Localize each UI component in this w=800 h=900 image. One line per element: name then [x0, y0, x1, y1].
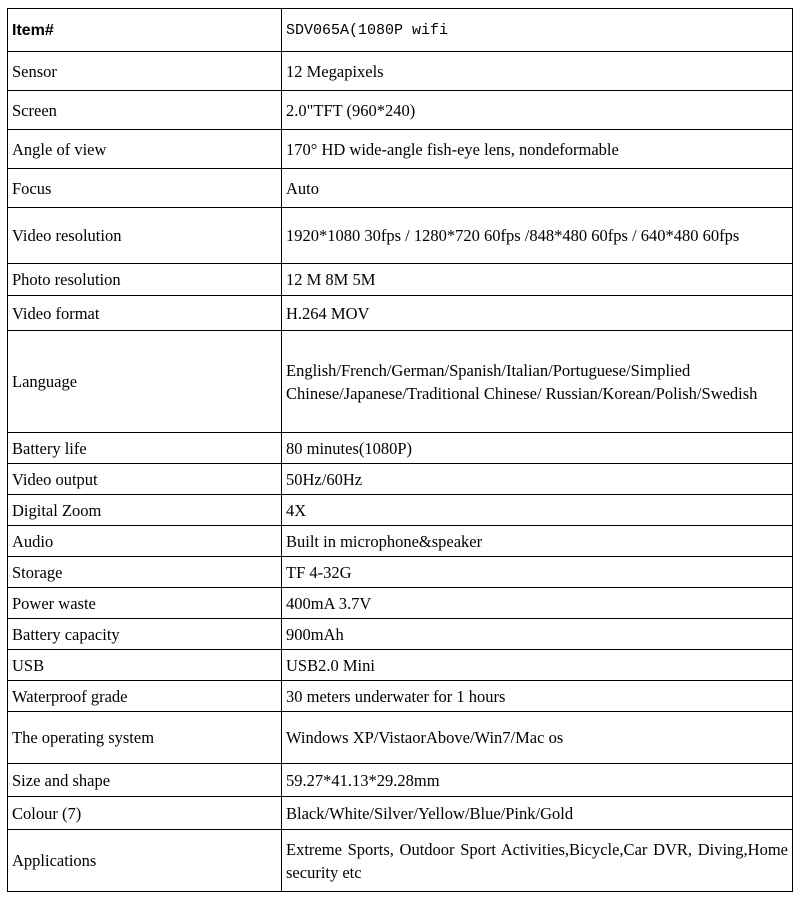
table-row — [8, 526, 793, 557]
spec-label: Sensor — [8, 52, 282, 91]
spec-label: Applications — [8, 830, 282, 892]
table-row — [8, 764, 793, 797]
table-row — [8, 619, 793, 650]
spec-value: 4X — [282, 495, 793, 526]
table-row-item — [8, 9, 793, 52]
table-row — [8, 650, 793, 681]
table-row — [8, 52, 793, 91]
spec-label: Storage — [8, 557, 282, 588]
spec-value: Built in microphone&speaker — [282, 526, 793, 557]
spec-label: Angle of view — [8, 130, 282, 169]
spec-value: 170° HD wide-angle fish-eye lens, nondeformable — [282, 130, 793, 169]
spec-table — [7, 8, 793, 892]
spec-value: USB2.0 Mini — [282, 650, 793, 681]
spec-value: English/French/German/Spanish/Italian/Portuguese/Simplied Chinese/Japanese/Traditional Chinese/ Russian/Korean/Polish/Swedish — [282, 331, 793, 433]
spec-sheet — [7, 8, 793, 892]
spec-value: TF 4-32G — [282, 557, 793, 588]
spec-label: Waterproof grade — [8, 681, 282, 712]
table-row — [8, 130, 793, 169]
spec-label: Battery capacity — [8, 619, 282, 650]
spec-value: Auto — [282, 169, 793, 208]
spec-value: 80 minutes(1080P) — [282, 433, 793, 464]
spec-label: Focus — [8, 169, 282, 208]
spec-value: Black/White/Silver/Yellow/Blue/Pink/Gold — [282, 797, 793, 830]
table-row — [8, 588, 793, 619]
spec-label: Power waste — [8, 588, 282, 619]
spec-label: Screen — [8, 91, 282, 130]
table-row — [8, 208, 793, 264]
spec-value: 2.0"TFT (960*240) — [282, 91, 793, 130]
table-row — [8, 296, 793, 331]
table-row — [8, 495, 793, 526]
spec-value: 400mA 3.7V — [282, 588, 793, 619]
table-row — [8, 331, 793, 433]
table-row — [8, 264, 793, 296]
table-row — [8, 464, 793, 495]
spec-label: Digital Zoom — [8, 495, 282, 526]
spec-value: Extreme Sports, Outdoor Sport Activities,Bicycle,Car DVR, Diving,Home security etc — [282, 830, 793, 892]
table-row — [8, 91, 793, 130]
table-row — [8, 712, 793, 764]
spec-label: Language — [8, 331, 282, 433]
spec-value: 900mAh — [282, 619, 793, 650]
spec-value: 1920*1080 30fps / 1280*720 60fps /848*480 60fps / 640*480 60fps — [282, 208, 793, 264]
spec-value: 30 meters underwater for 1 hours — [282, 681, 793, 712]
spec-value: 50Hz/60Hz — [282, 464, 793, 495]
spec-value: H.264 MOV — [282, 296, 793, 331]
spec-value: Windows XP/VistaorAbove/Win7/Mac os — [282, 712, 793, 764]
spec-label: The operating system — [8, 712, 282, 764]
table-row — [8, 433, 793, 464]
spec-label: USB — [8, 650, 282, 681]
spec-value: 59.27*41.13*29.28mm — [282, 764, 793, 797]
item-header-label: Item# — [8, 9, 282, 52]
item-header-value: SDV065A(1080P wifi — [282, 9, 793, 52]
spec-label: Photo resolution — [8, 264, 282, 296]
spec-label: Battery life — [8, 433, 282, 464]
spec-label: Audio — [8, 526, 282, 557]
table-row — [8, 797, 793, 830]
spec-label: Size and shape — [8, 764, 282, 797]
table-row — [8, 681, 793, 712]
spec-value: 12 M 8M 5M — [282, 264, 793, 296]
spec-label: Video resolution — [8, 208, 282, 264]
table-row — [8, 169, 793, 208]
table-row — [8, 557, 793, 588]
spec-value: 12 Megapixels — [282, 52, 793, 91]
spec-label: Colour (7) — [8, 797, 282, 830]
spec-label: Video output — [8, 464, 282, 495]
spec-label: Video format — [8, 296, 282, 331]
table-row — [8, 830, 793, 892]
